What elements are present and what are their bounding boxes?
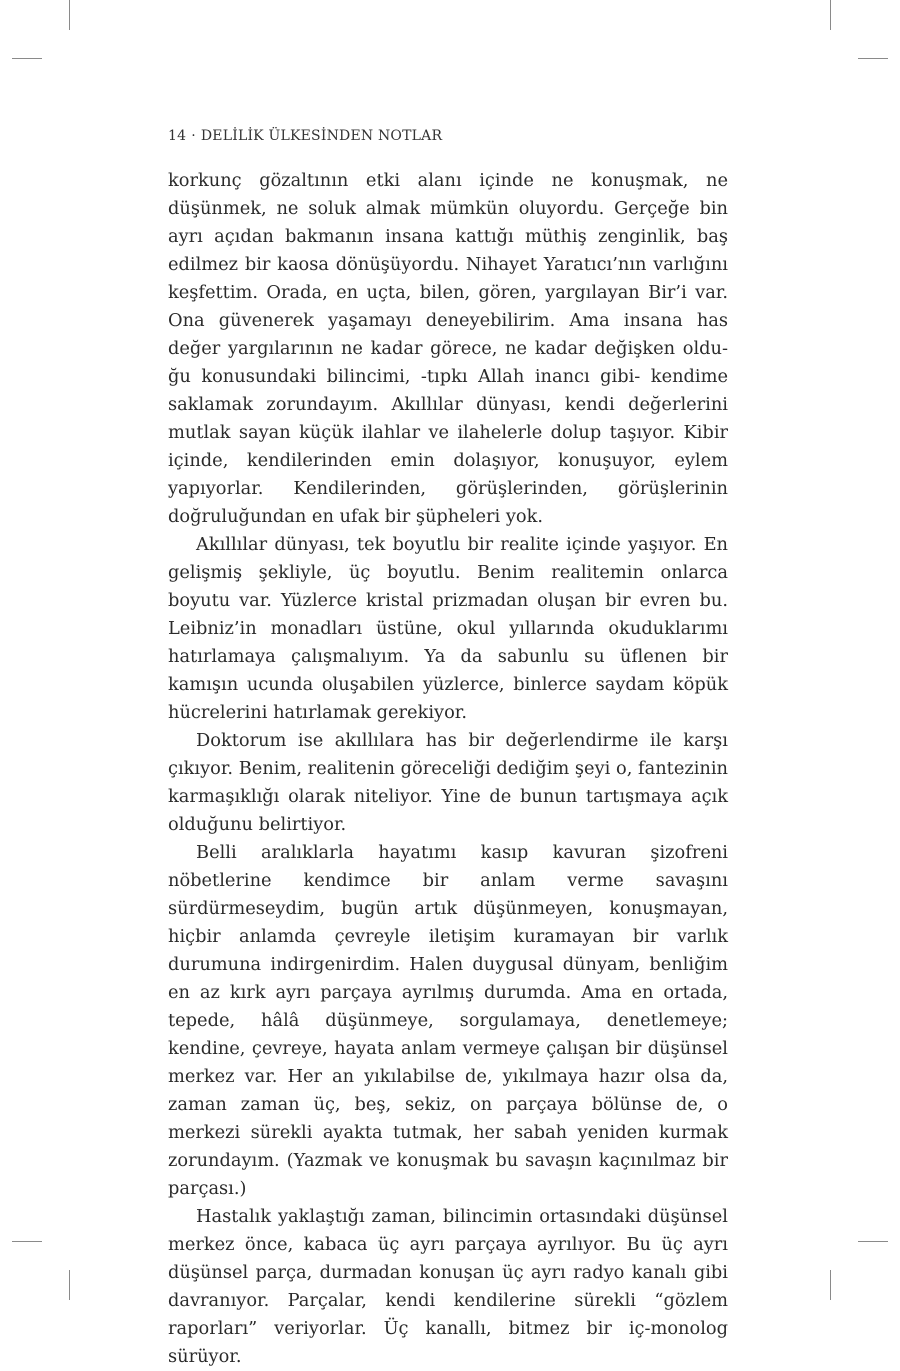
paragraph-5: Hastalık yaklaştığı zaman, bilincimin ortasındaki düşünsel merkez önce, kabaca üç ayrı parçaya ayrılıyor. Bu üç ayrı düşünsel parça, durmadan konuşan üç ayrı radyo kanalı gibi davranıyor. Parçalar, kendi kendilerine sürekli “gözlem raporları” veriyorlar. Üç kanallı, bitmez bir iç-monolog sürüyor. <box>168 1206 728 1367</box>
crop-mark-top-right <box>830 0 831 30</box>
crop-mark-left-bottom <box>12 1241 42 1242</box>
running-header <box>168 128 442 144</box>
header-separator: · <box>191 128 196 144</box>
crop-mark-right-bottom <box>858 1241 888 1242</box>
paragraph-4: Belli aralıklarla hayatımı kasıp kavuran şizofreni nöbetlerine kendimce bir anlam verme savaşını sürdürmeseydim, bugün artık düşünmeyen, konuşmayan, hiçbir anlamda çevreyle iletişim kuramayan bir varlık durumuna indirgenirdim. Halen duygusal dünyam, benliğim en az kırk ayrı parçaya ayrılmış durumda. Ama en ortada, tepede, hâlâ düşünmeye, sorgulamaya, denetlemeye; kendine, çevreye, hayata anlam vermeye çalışan bir düşünsel merkez var. Her an yıkılabilse de, yıkılmaya hazır olsa da, zaman zaman üç, beş, sekiz, on parçaya bölünse de, o merkezi sürekli ayakta tutmak, her sabah yeniden kurmak zorundayım. (Yazmak ve konuşmak bu savaşın kaçınılmaz bir parçası.) <box>168 842 728 1199</box>
paragraph-3: Doktorum ise akıllılara has bir değerlendirme ile karşı çıkıyor. Benim, realitenin göreceliği dediğim şeyi o, fantezinin karmaşıklığı olarak niteliyor. Yine de bunun tartışmaya açık olduğunu belirtiyor. <box>168 730 728 835</box>
crop-mark-bottom-left <box>69 1270 70 1300</box>
book-title: DELİLİK ÜLKESİNDEN NOTLAR <box>200 128 443 144</box>
crop-mark-right-top <box>858 58 888 59</box>
page-body <box>168 167 728 1371</box>
crop-mark-left-top <box>12 58 42 59</box>
paragraph-1: korkunç gözaltının etki alanı içinde ne konuşmak, ne düşünmek, ne soluk almak mümkün oluyordu. Gerçeğe bin ayrı açıdan bakmanın insana kattığı müthiş zenginlik, baş edilmez bir kaosa dönüşüyordu. Nihayet Yaratıcı’nın varlığını keşfettim. Orada, en uçta, bilen, gören, yargılayan Bir’i var. Ona güvenerek yaşamayı deneyebilirim. Ama insana has değer yargılarının ne kadar görece, ne kadar değişken olduğu konusundaki bilincimi, -tıpkı Allah inancı gibi- kendime saklamak zorundayım. Akıllılar dünyası, kendi değerlerini mutlak sayan küçük ilahlar ve ilahelerle dolup taşıyor. Kibir içinde, kendilerinden emin dolaşıyor, konuşuyor, eylem yapıyorlar. Kendilerinden, görüşlerinden, görüşlerinin doğruluğundan en ufak bir şüpheleri yok. <box>168 170 728 527</box>
paragraph-2: Akıllılar dünyası, tek boyutlu bir realite içinde yaşıyor. En gelişmiş şekliyle, üç boyutlu. Benim realitemin onlarca boyutu var. Yüzlerce kristal prizmadan oluşan bir evren bu. Leibniz’in monadları üstüne, okul yıllarında okuduklarımı hatırlamaya çalışmalıyım. Ya da sabunlu su üflenen bir kamışın ucunda oluşabilen yüzlerce, binlerce saydam köpük hücrelerini hatırlamak gerekiyor. <box>168 534 728 723</box>
page-number: 14 <box>168 128 187 144</box>
crop-mark-top-left <box>69 0 70 30</box>
crop-mark-bottom-right <box>830 1270 831 1300</box>
